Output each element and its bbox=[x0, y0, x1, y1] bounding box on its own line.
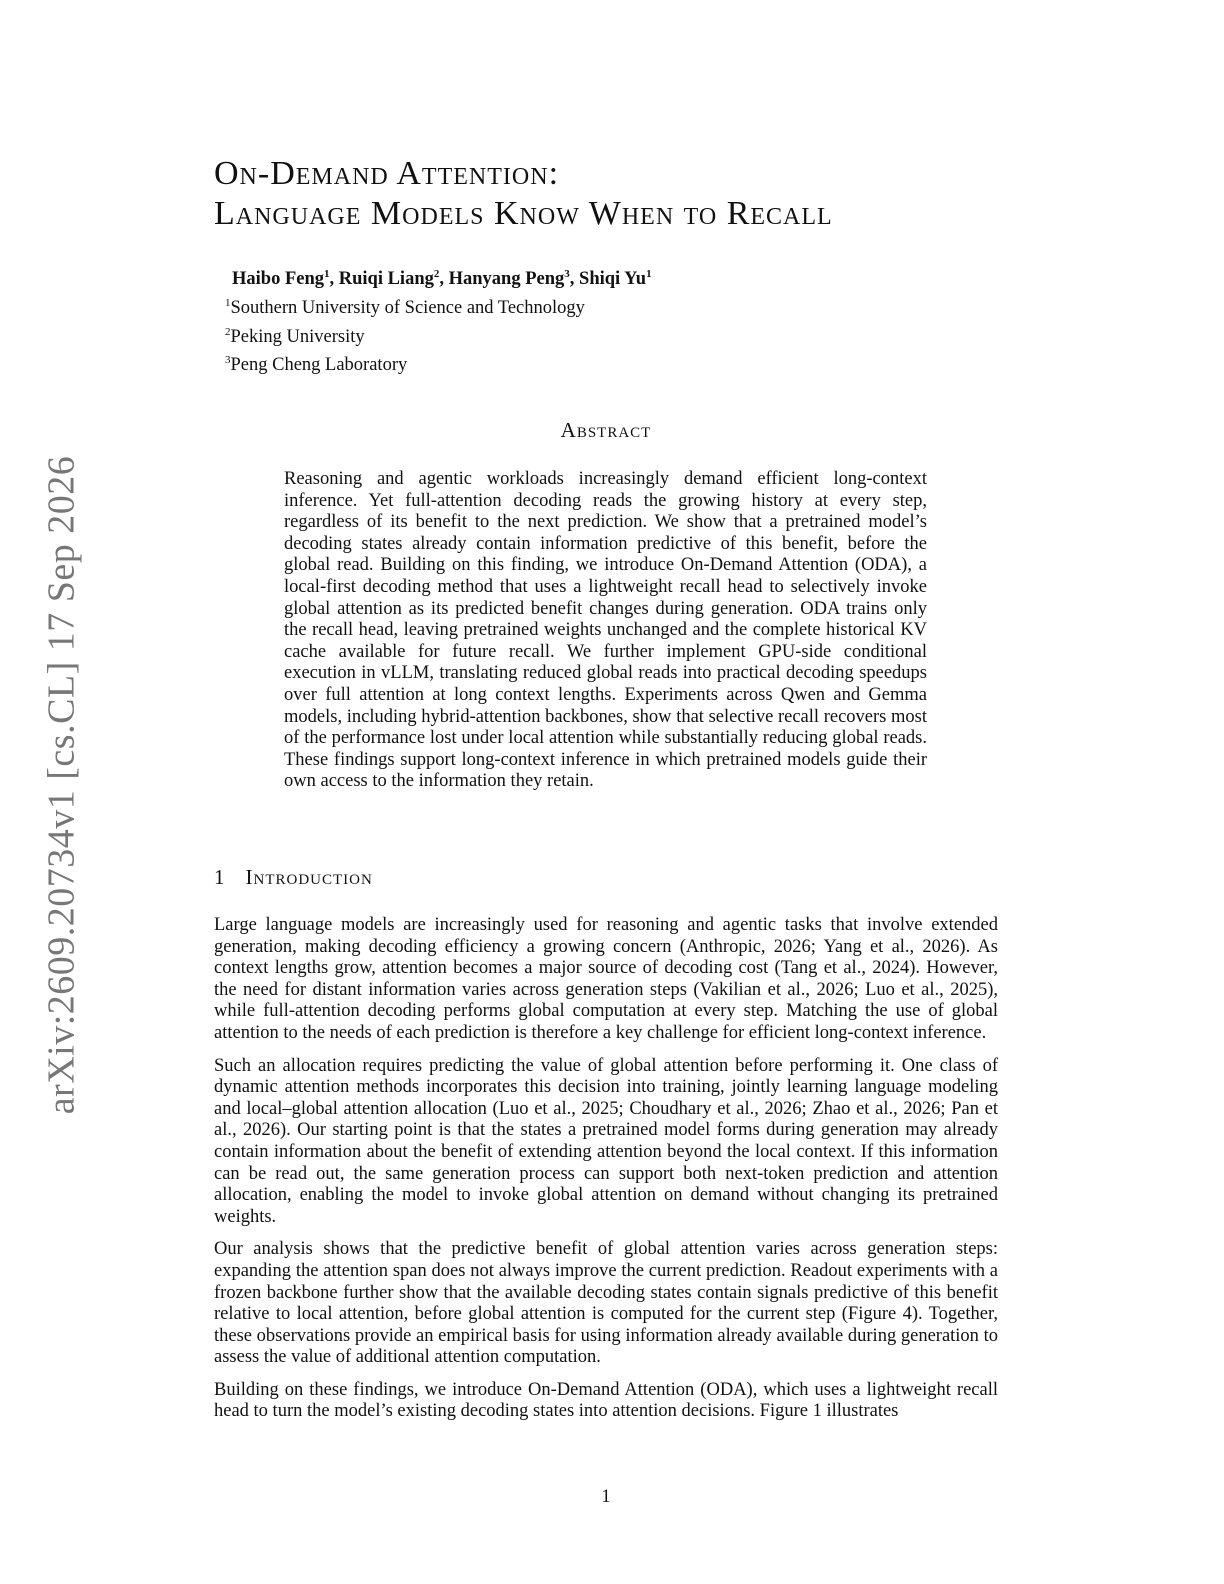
affiliation-name: Peking University bbox=[230, 326, 365, 347]
affiliation-number: 3 bbox=[225, 354, 231, 367]
affiliation-list bbox=[225, 292, 585, 378]
body-paragraph: Our analysis shows that the predictive benefit of global attention varies across generation steps: expanding the attention span does not always improve the current prediction. Readout experiments with a frozen backbone further show that the available decoding states contain signals predictive of this benefit relative to local attention, before global attention is computed for the current step (Figure 4). Together, these observations provide an empirical basis for using information already available during generation to assess the value of additional attention computation. bbox=[214, 1239, 998, 1368]
paper-title-line-1: On-Demand Attention: bbox=[214, 155, 560, 192]
body-paragraph: Large language models are increasingly used for reasoning and agentic tasks that involve extended generation, making decoding efficiency a growing concern (Anthropic, 2026; Yang et al., 2026). As context lengths grow, attention becomes a major source of decoding cost (Tang et al., 2024). However, the need for distant information varies across generation steps (Vakilian et al., 2026; Luo et al., 2025), while full-attention decoding performs global computation at every step. Matching the use of global attention to the needs of each prediction is therefore a key challenge for efficient long-context inference. bbox=[214, 915, 998, 1043]
affiliation-number: 2 bbox=[225, 325, 231, 338]
abstract-text: Reasoning and agentic workloads increasingly demand efficient long-context inference. Yet full-attention decoding reads the growing history at every step, regardless of its benefit to the next prediction. We show that a pretrained model’s decoding states already contain information predictive of this benefit, before the global read. Building on this finding, we introduce On-Demand Attention (ODA), a local-first decoding method that uses a lightweight recall head to selectively invoke global attention as its predicted benefit changes during generation. ODA trains only the recall head, leaving pretrained weights unchanged and the complete historical KV cache available for future recall. We further implement GPU-side conditional execution in vLLM, translating reduced global reads into practical decoding speedups over full attention at long context lengths. Experiments across Qwen and Gemma models, including hybrid-attention backbones, show that selective recall recovers most of the performance lost under local attention while substantially reducing global reads. These findings support long-context inference in which pretrained models guide their own access to the information they retain. bbox=[284, 469, 927, 792]
author-list bbox=[232, 268, 652, 290]
affiliation-name: Southern University of Science and Technology bbox=[230, 298, 585, 319]
introduction-body bbox=[214, 915, 998, 1434]
arxiv-identifier-stamp bbox=[26, 440, 96, 1130]
body-paragraph: Building on these findings, we introduce On-Demand Attention (ODA), which uses a lightweight recall head to turn the model’s existing decoding states into attention decisions. Figure 1 illustrates bbox=[214, 1379, 998, 1422]
arxiv-identifier-text: arXiv:2609.20734v1 [cs.CL] 17 Sep 2026 bbox=[40, 455, 83, 1115]
author-affiliation-mark: 1 bbox=[324, 268, 330, 280]
author-affiliation-mark: 3 bbox=[564, 268, 570, 280]
abstract-heading: Abstract bbox=[560, 418, 652, 442]
author-name: Hanyang Peng bbox=[448, 269, 565, 290]
author-affiliation-mark: 2 bbox=[433, 268, 440, 280]
page-number: 1 bbox=[601, 1487, 611, 1507]
author-name: Ruiqi Liang bbox=[338, 269, 434, 290]
affiliation-item bbox=[225, 349, 585, 378]
author-name: Haibo Feng bbox=[232, 269, 324, 290]
affiliation-number: 1 bbox=[225, 297, 231, 309]
author-entry bbox=[579, 269, 652, 289]
author-separator: , bbox=[569, 269, 580, 290]
author-separator: , bbox=[329, 269, 339, 290]
author-entry bbox=[232, 269, 339, 289]
body-paragraph: Such an allocation requires predicting the value of global attention before performing it. One class of dynamic attention methods incorporates this decision into training, jointly learning language modeling and local–global attention allocation (Luo et al., 2025; Choudhary et al., 2026; Zhao et al., 2026; Pan et al., 2026). Our starting point is that the states a pretrained model forms during generation may already contain information about the benefit of extending attention beyond the local context. If this information can be read out, the same generation process can support both next-token prediction and attention allocation, enabling the model to invoke global attention on demand without changing its pretrained weights. bbox=[214, 1055, 998, 1227]
affiliation-item bbox=[225, 321, 585, 350]
section-title: Introduction bbox=[245, 865, 373, 889]
author-separator: , bbox=[439, 269, 449, 290]
affiliation-item bbox=[225, 292, 585, 321]
paper-title bbox=[214, 154, 1034, 234]
author-name: Shiqi Yu bbox=[579, 269, 647, 290]
paper-title-line-2: Language Models Know When to Recall bbox=[214, 195, 833, 232]
section-number: 1 bbox=[214, 865, 226, 889]
author-entry bbox=[449, 269, 579, 289]
author-entry bbox=[339, 269, 449, 289]
section-heading bbox=[214, 865, 373, 890]
author-affiliation-mark: 1 bbox=[646, 268, 652, 280]
affiliation-name: Peng Cheng Laboratory bbox=[230, 355, 408, 376]
